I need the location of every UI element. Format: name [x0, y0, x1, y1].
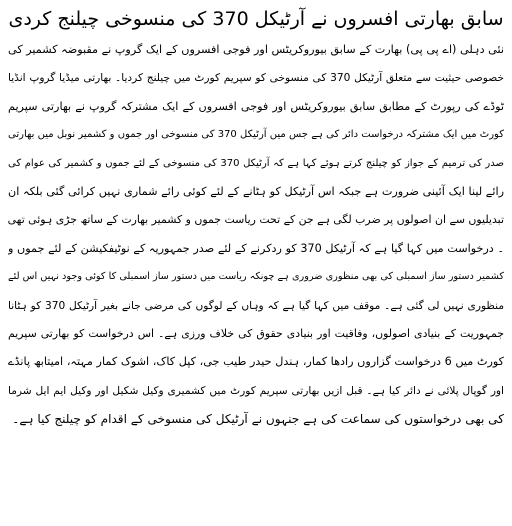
article-headline: سابق بھارتی افسروں نے آرٹیکل 370 کی منسوخی چیلنج کردی	[8, 8, 504, 30]
body-line: کورٹ میں ایک مشترکہ درخواست دائر کی ہے جس میں آرٹیکل 370 کی منسوخی اور جموں و کشمیر نوبل میں بھارتی	[8, 129, 504, 141]
body-line: رائے لینا ایک آئینی ضرورت ہے جبکہ اس آرٹیکل کو ہٹانے کے لئے کوئی رائے شماری نہیں کرائی گئی بلکہ ان	[8, 184, 504, 198]
body-line: منظوری نہیں لی گئی ہے۔ موقف میں کہا گیا ہے کہ وہاں کے لوگوں کی مرضی جانے بغیر آرٹیکل 370 کو ہٹانا	[8, 299, 504, 312]
body-line: ۔ درخواست میں کہا گیا ہے کہ آرٹیکل 370 کو ردکرنے کے لئے صدر جمہوریہ کے نوٹیفکیشن کے لئے جموں و	[8, 241, 504, 255]
body-line: ٹوڈے کی رپورٹ کے مطابق سابق بیوروکریٹس اور فوجی افسروں کے ایک مشترکہ گروپ نے بھارتی سپریم	[8, 99, 504, 113]
body-line: تبدیلیوں سے ان اصولوں پر ضرب لگی ہے جن کے تحت ریاست جموں و کشمیر بھارت کے ساتھ جڑی ہوئی تھی	[8, 213, 504, 227]
body-line: اور گوپال پلائی نے دائر کیا ہے۔ قبل ازیں بھارتی سپریم کورٹ میں کشمیری وکیل شکیل اور وکیل ایم ایل شرما	[8, 384, 504, 397]
article-body	[8, 36, 504, 433]
body-line: جمہوریت کے بنیادی اصولوں، وفاقیت اور بنیادی حقوق کی خلاف ورزی ہے۔ اس درخواست کو بھارتی سپریم	[8, 326, 504, 340]
body-line: نئی دہلی (اے پی پی) بھارت کے سابق بیوروکریٹس اور فوجی افسروں کے ایک گروپ نے مقبوضہ کشمیر کی	[8, 43, 504, 56]
body-line: کشمیر دستور ساز اسمبلی کی بھی منظوری ضروری ہے چونکہ ریاست میں دستور ساز اسمبلی کا کوئی وجود نہیں اس لئے	[8, 271, 504, 283]
body-line: کورٹ میں 6 درخواست گزاروں رادھا کمار، ہندل حیدر طیب جی، کپل کاک، اشوک کمار مہتہ، امیتابھ پانڈے	[8, 355, 504, 369]
body-line: صدر کی ترمیم کے جواز کو چیلنج کرتے ہوئے کہا ہے کہ آرٹیکل 370 کی منسوخی کے لئے جموں و کشمیر کی عوام کی	[8, 157, 504, 169]
body-line: کی بھی درخواستوں کی سماعت کی ہے جنہوں نے آرٹیکل کی منسوخی کے اقدام کو چیلنج کیا ہے۔	[12, 412, 504, 427]
body-line: خصوصی حیثیت سے متعلق آرٹیکل 370 کی منسوخی کو سپریم کورٹ میں چیلنج کردیا۔ بھارتی میڈیا گروپ انڈیا	[8, 72, 504, 85]
